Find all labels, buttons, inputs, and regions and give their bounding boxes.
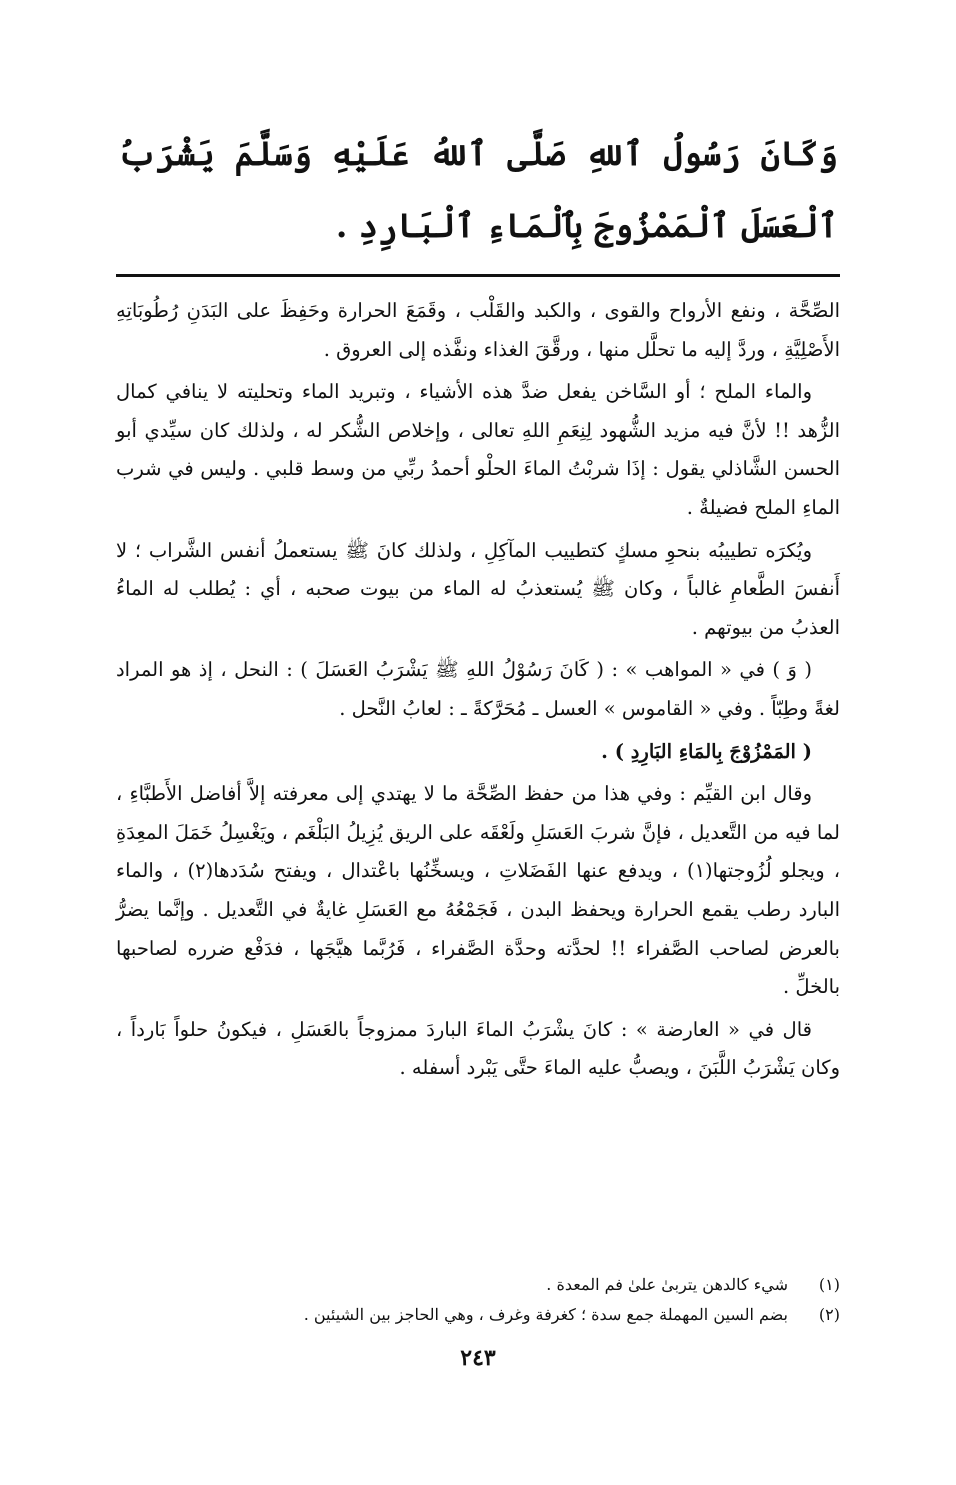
- divider-line: [116, 274, 840, 277]
- commentary: [116, 292, 840, 1092]
- commentary-paragraph: وقال ابن القيِّم : وفي هذا من حفظ الصِّحَّة ما لا يهتدي إلى معرفته إلاَّ أفاضل الأَطبَّاءِ ، لما فيه من التَّعديل ، فإنَّ شربَ العَسَلِ ولَعْقَه على الريق يُزِيلُ البَلْغَم ، ويَغْسِلُ خَمَلَ المعِدَةِ ، ويجلو لُزُوجتها(١) ، ويدفع عنها الفَضَلاتِ ، ويسخِّنُها باعْتدال ، ويفتح سُدَدها(٢) ، والماء البارد رطب يقمع الحرارة ويحفظ البدن ، فَجَمْعُهُ مع العَسَلِ غايةٌ في التَّعديل . وإنَّما يضرُّ بالعرض لصاحب الصَّفراء !! لحدَّته وحدَّة الصَّفراء ، فَرُبَّما هيَّجَها ، فدَفْع ضرره لصاحبها بالخلِّ .: [116, 782, 840, 999]
- footnote: [116, 1270, 840, 1300]
- footnote: [116, 1300, 840, 1330]
- matn-text: وَكَانَ رَسُولُ ٱللهِ صَلَّى ٱللهُ عَلَيْهِ وَسَلَّمَ يَشْرَبُ ٱلْعَسَلَ ٱلْمَمْزُوجَ بِٱلْمَاءِ ٱلْبَارِدِ .: [118, 134, 838, 245]
- commentary-paragraph: قال في « العارضة » : كانَ يشْرَبُ الماءَ الباردَ ممزوجاً بالعَسَلِ ، فيكونُ حلواً بَارداً ، وكان يَشْرَبُ اللَّبَنَ ، ويصبُّ عليه الماءَ حتَّى يَبْرد أسفله .: [116, 1017, 840, 1080]
- footnote-text: شيء كالدهن يتربىٰ علىٰ فم المعدة .: [546, 1275, 788, 1294]
- commentary-paragraph: الصِّحَّة ، ونفع الأرواح والقوى ، والكبد والقَلْب ، وقَمَعَ الحرارة وحَفِظَ على البَدَنِ رُطُوبَاتِهِ الأَصْلِيَّةِ ، وردَّ إليه ما تحلَّل منها ، ورقَّقَ الغذاء ونفَّذه إلى العروق .: [116, 299, 840, 361]
- commentary-paragraph: ويُكرَه تطييبُه بنحوِ مسكٍ كتطييب المآكِلِ ، ولذلك كانَ ﷺ يستعملُ أنفس الشَّراب ؛ لا أَنفسَ الطَّعامِ غالباً ، وكان ﷺ يُستعذبُ له الماء من بيوت صحبه ، أي : يُطلب له الماءُ العذبُ من بيوتهم .: [116, 538, 840, 639]
- commentary-paragraph: ( وَ ) في « المواهب » : ( كَانَ رَسُوْلُ اللهِ ﷺ يَشْرَبُ العَسَلَ ) : النحل ، إذ هو المراد لغةً وطِبّاً . وفي « القاموس » العسل ـ مُحَرَّكةً ـ : لعابُ النَّحل .: [116, 658, 840, 720]
- footnote-number: (٢): [818, 1305, 840, 1324]
- footnote-number: (١): [818, 1275, 840, 1294]
- page-number: ٢٤٣: [460, 1345, 496, 1371]
- commentary-quote-heading: ( المَمْزُوْجَ بِالمَاءِ البَارِدِ ) .: [601, 739, 812, 763]
- footnote-text: بضم السين المهملة جمع سدة ؛ كغرفة وغرف ، وهي الحاجز بين الشيئين .: [303, 1305, 788, 1324]
- commentary-paragraph: والماء الملح ؛ أو السَّاخن يفعل ضدَّ هذه الأشياء ، وتبريد الماء وتحليته لا ينافي كمال الزُّهد !! لأنَّ فيه مزيد الشُّهود لِنِعَمِ اللهِ تعالى ، وإخلاص الشُّكر له ، ولذلك كان سيِّدي أبو الحسن الشَّاذلي يقول : إذَا شربْتُ الماءَ الحلْو أحمدُ ربِّي من وسط قلبي . وليس في شرب الماءِ الملح فضيلةٌ .: [116, 380, 840, 519]
- footnotes: [116, 1270, 840, 1330]
